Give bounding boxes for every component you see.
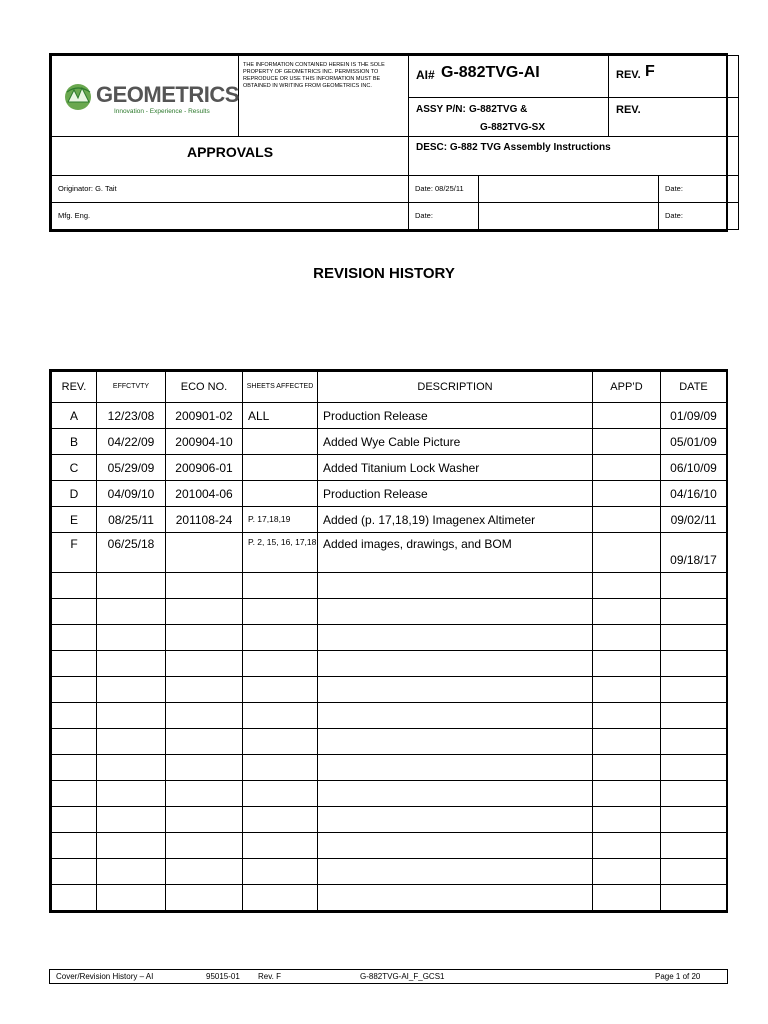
cell-appd — [593, 455, 661, 481]
blank-cell — [243, 755, 318, 781]
cell-rev: C — [52, 455, 97, 481]
col-header-date: DATE — [661, 372, 727, 403]
assy-label: ASSY P/N: — [416, 103, 466, 115]
table-row — [52, 403, 727, 429]
blank-table-row — [52, 599, 727, 625]
blank-cell — [593, 755, 661, 781]
cell-sheets: P. 17,18,19 — [243, 507, 318, 533]
blank-table-row — [52, 625, 727, 651]
blank-cell — [52, 677, 97, 703]
cell-sheets — [243, 429, 318, 455]
cell-appd — [593, 533, 661, 573]
blank-cell — [318, 885, 593, 911]
blank-cell — [166, 885, 243, 911]
blank-cell — [318, 703, 593, 729]
date-label: Date: — [665, 184, 683, 193]
blank-cell — [593, 807, 661, 833]
cell-appd — [593, 429, 661, 455]
blank-cell — [52, 599, 97, 625]
cell-description: Added (p. 17,18,19) Imagenex Altimeter — [318, 507, 593, 533]
blank-cell — [97, 833, 166, 859]
cell-rev: D — [52, 481, 97, 507]
blank-approval-cell — [479, 176, 659, 203]
rev-label: REV. — [616, 69, 641, 81]
col-header-rev: REV. — [52, 372, 97, 403]
blank-cell — [243, 833, 318, 859]
rev-label-2: REV. — [616, 103, 641, 116]
table-row — [52, 481, 727, 507]
cell-description: Added Titanium Lock Washer — [318, 455, 593, 481]
blank-cell — [52, 573, 97, 599]
cell-date: 09/02/11 — [661, 507, 727, 533]
cell-sheets: ALL — [243, 403, 318, 429]
blank-cell — [593, 651, 661, 677]
blank-cell — [166, 677, 243, 703]
blank-cell — [52, 755, 97, 781]
footer-filename: G-882TVG-AI_F_GCS1 — [360, 972, 445, 981]
blank-cell — [318, 807, 593, 833]
originator-date-cell — [409, 176, 479, 203]
blank-cell — [243, 573, 318, 599]
col-header-eco: ECO NO. — [166, 372, 243, 403]
cell-rev: A — [52, 403, 97, 429]
blank-approval-cell-2 — [479, 203, 659, 230]
blank-cell — [52, 625, 97, 651]
blank-cell — [593, 625, 661, 651]
blank-cell — [593, 729, 661, 755]
blank-cell — [97, 573, 166, 599]
blank-cell — [243, 807, 318, 833]
proprietary-notice: THE INFORMATION CONTAINED HEREIN IS THE SOLE PROPERTY OF GEOMETRICS INC. PERMISSION TO REPRODUCE OR USE THIS INFORMATION MUST BE OBTAINED IN WRITING FROM GEOMETRICS INC. — [239, 56, 409, 137]
blank-cell — [243, 599, 318, 625]
cell-description: Added images, drawings, and BOM — [318, 533, 593, 573]
assy-pn-cell — [409, 97, 609, 137]
blank-cell — [97, 677, 166, 703]
blank-cell — [593, 573, 661, 599]
blank-cell — [52, 833, 97, 859]
ai-number-cell — [409, 56, 609, 98]
blank-table-row — [52, 885, 727, 911]
document-header-block — [49, 53, 728, 232]
date-cell — [659, 176, 739, 203]
blank-table-row — [52, 859, 727, 885]
cell-appd — [593, 403, 661, 429]
col-header-effectivity: EFFCTVTY — [97, 372, 166, 403]
mfg-date-cell — [409, 203, 479, 230]
cell-appd — [593, 481, 661, 507]
blank-table-row — [52, 729, 727, 755]
cell-rev: F — [52, 533, 97, 573]
blank-cell — [318, 625, 593, 651]
cell-eco: 200906-01 — [166, 455, 243, 481]
cell-description: Production Release — [318, 403, 593, 429]
blank-cell — [166, 781, 243, 807]
blank-cell — [593, 833, 661, 859]
page-footer — [49, 969, 728, 984]
blank-cell — [52, 651, 97, 677]
cell-description: Production Release — [318, 481, 593, 507]
blank-cell — [661, 677, 727, 703]
cell-sheets — [243, 481, 318, 507]
col-header-sheets: SHEETS AFFECTED — [243, 372, 318, 403]
cell-effectivity: 05/29/09 — [97, 455, 166, 481]
blank-cell — [166, 625, 243, 651]
cell-eco: 200904-10 — [166, 429, 243, 455]
blank-cell — [593, 781, 661, 807]
blank-table-row — [52, 781, 727, 807]
blank-cell — [166, 833, 243, 859]
revision-history-table — [49, 369, 728, 913]
cell-eco: 201004-06 — [166, 481, 243, 507]
cell-effectivity: 04/09/10 — [97, 481, 166, 507]
blank-cell — [166, 599, 243, 625]
ai-number: G-882TVG-AI — [441, 64, 540, 81]
logo-wordmark: GEOMETRICS — [96, 82, 239, 107]
page-title: REVISION HISTORY — [313, 265, 455, 282]
cell-rev: B — [52, 429, 97, 455]
blank-cell — [318, 599, 593, 625]
cell-effectivity: 04/22/09 — [97, 429, 166, 455]
cell-date: 04/16/10 — [661, 481, 727, 507]
blank-cell — [661, 651, 727, 677]
blank-table-row — [52, 807, 727, 833]
originator: Originator: G. Tait — [58, 184, 117, 193]
blank-cell — [661, 781, 727, 807]
blank-cell — [166, 755, 243, 781]
blank-cell — [97, 703, 166, 729]
blank-table-row — [52, 755, 727, 781]
blank-cell — [318, 729, 593, 755]
cell-effectivity: 08/25/11 — [97, 507, 166, 533]
blank-table-row — [52, 651, 727, 677]
blank-cell — [243, 703, 318, 729]
blank-cell — [318, 677, 593, 703]
blank-cell — [661, 573, 727, 599]
blank-cell — [52, 781, 97, 807]
cell-effectivity: 12/23/08 — [97, 403, 166, 429]
rev-value: F — [645, 63, 655, 80]
blank-cell — [318, 755, 593, 781]
description-text: DESC: G-882 TVG Assembly Instructions — [416, 142, 611, 153]
cell-date: 01/09/09 — [661, 403, 727, 429]
blank-cell — [593, 885, 661, 911]
blank-cell — [166, 703, 243, 729]
blank-cell — [243, 625, 318, 651]
blank-cell — [52, 885, 97, 911]
cell-eco: 201108-24 — [166, 507, 243, 533]
blank-cell — [593, 599, 661, 625]
blank-cell — [243, 781, 318, 807]
col-header-description: DESCRIPTION — [318, 372, 593, 403]
cell-description: Added Wye Cable Picture — [318, 429, 593, 455]
blank-cell — [52, 703, 97, 729]
date-cell-2 — [659, 203, 739, 230]
rev-cell-2 — [609, 97, 739, 137]
cell-date: 06/10/09 — [661, 455, 727, 481]
table-row — [52, 455, 727, 481]
mfg-date: Date: — [415, 211, 433, 220]
cell-eco: 200901-02 — [166, 403, 243, 429]
assy-value-2: G-882TVG-SX — [480, 121, 546, 133]
blank-cell — [661, 859, 727, 885]
blank-table-row — [52, 573, 727, 599]
blank-cell — [661, 625, 727, 651]
blank-cell — [166, 729, 243, 755]
blank-cell — [97, 755, 166, 781]
blank-cell — [97, 651, 166, 677]
blank-cell — [97, 625, 166, 651]
globe-icon — [64, 80, 94, 114]
blank-cell — [97, 859, 166, 885]
table-row — [52, 533, 727, 573]
blank-cell — [52, 859, 97, 885]
blank-cell — [243, 651, 318, 677]
blank-cell — [593, 677, 661, 703]
blank-cell — [97, 599, 166, 625]
blank-table-row — [52, 703, 727, 729]
blank-cell — [661, 885, 727, 911]
col-header-appd: APP’D — [593, 372, 661, 403]
logo-tagline: Innovation - Experience - Results — [114, 108, 210, 115]
footer-page-number: Page 1 of 20 — [655, 972, 701, 981]
cell-effectivity: 06/25/18 — [97, 533, 166, 573]
cell-date: 09/18/17 — [661, 533, 727, 573]
table-row — [52, 429, 727, 455]
table-row — [52, 507, 727, 533]
blank-cell — [318, 573, 593, 599]
footer-rev: Rev. F — [258, 972, 281, 981]
ai-label: AI# — [416, 68, 435, 82]
cell-date: 05/01/09 — [661, 429, 727, 455]
blank-cell — [243, 885, 318, 911]
date-label-2: Date: — [665, 211, 683, 220]
blank-cell — [661, 807, 727, 833]
blank-table-row — [52, 677, 727, 703]
blank-cell — [97, 807, 166, 833]
footer-doc-title: Cover/Revision History – AI — [56, 972, 154, 981]
desc-cell — [409, 137, 739, 176]
cell-rev: E — [52, 507, 97, 533]
blank-cell — [318, 781, 593, 807]
mfg-eng-cell — [52, 203, 409, 230]
cell-eco — [166, 533, 243, 573]
blank-cell — [166, 573, 243, 599]
geometrics-logo — [64, 80, 239, 120]
blank-cell — [97, 729, 166, 755]
mfg-eng: Mfg. Eng. — [58, 211, 91, 220]
blank-cell — [243, 677, 318, 703]
blank-cell — [243, 859, 318, 885]
blank-cell — [97, 885, 166, 911]
cell-appd — [593, 507, 661, 533]
cell-sheets: P. 2, 15, 16, 17,18 — [243, 533, 318, 573]
blank-cell — [166, 807, 243, 833]
blank-cell — [166, 859, 243, 885]
footer-doc-number: 95015-01 — [206, 972, 240, 981]
blank-cell — [318, 833, 593, 859]
originator-date: Date: 08/25/11 — [415, 184, 464, 193]
blank-cell — [661, 703, 727, 729]
assy-value-1: G-882TVG & — [469, 103, 528, 115]
blank-cell — [318, 651, 593, 677]
cell-sheets — [243, 455, 318, 481]
blank-cell — [52, 729, 97, 755]
logo-cell — [52, 56, 239, 137]
blank-cell — [593, 859, 661, 885]
blank-cell — [593, 703, 661, 729]
blank-cell — [661, 599, 727, 625]
blank-cell — [661, 833, 727, 859]
blank-cell — [52, 807, 97, 833]
blank-cell — [661, 729, 727, 755]
blank-cell — [661, 755, 727, 781]
blank-cell — [318, 859, 593, 885]
blank-cell — [243, 729, 318, 755]
originator-cell — [52, 176, 409, 203]
rev-cell — [609, 56, 739, 98]
approvals-heading: APPROVALS — [52, 137, 409, 176]
blank-cell — [97, 781, 166, 807]
table-header-row — [52, 372, 727, 403]
blank-cell — [166, 651, 243, 677]
blank-table-row — [52, 833, 727, 859]
